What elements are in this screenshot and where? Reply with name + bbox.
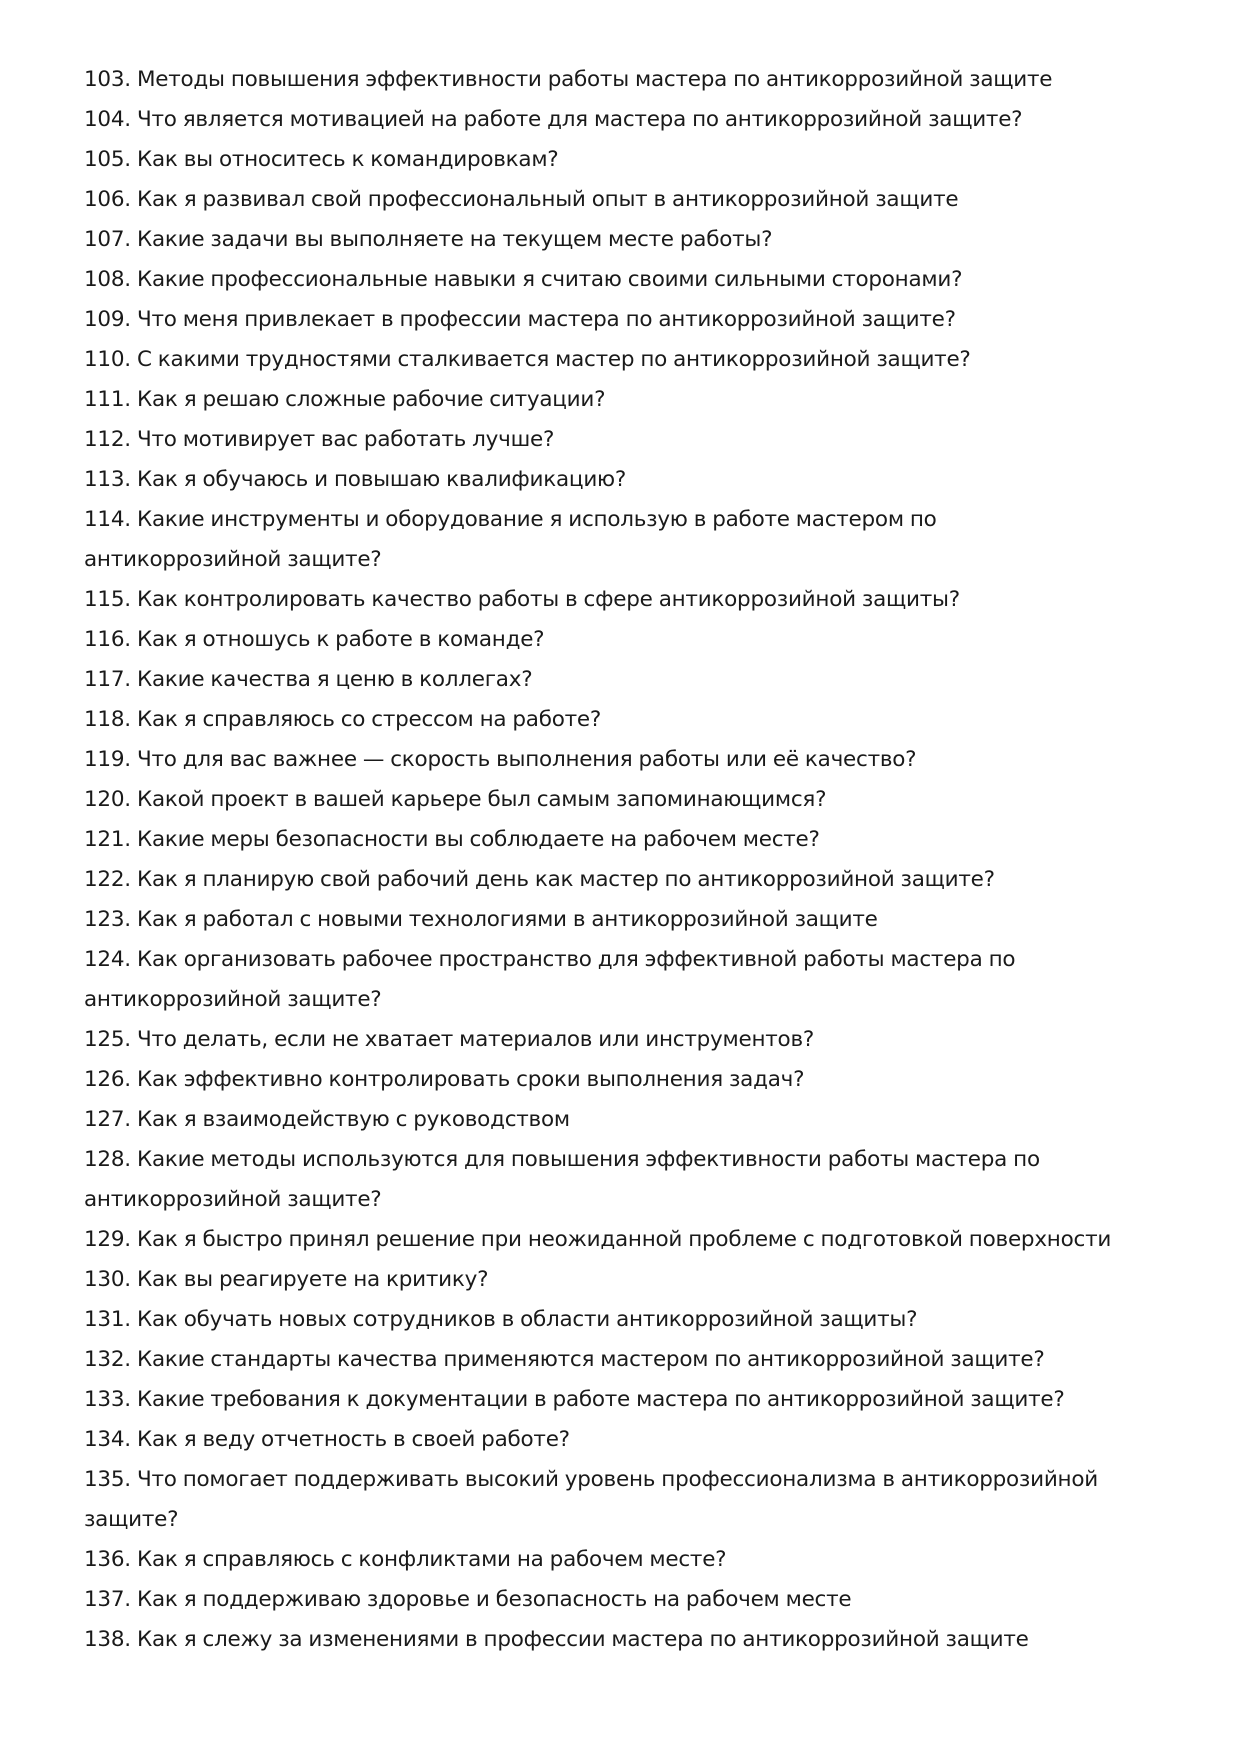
question-item: 113. Как я обучаюсь и повышаю квалификацию? — [84, 467, 627, 492]
question-item: 123. Как я работал с новыми технологиями в антикоррозийной защите — [84, 907, 878, 932]
question-item: 108. Какие профессиональные навыки я считаю своими сильными сторонами? — [84, 267, 963, 292]
question-item: 125. Что делать, если не хватает материалов или инструментов? — [84, 1027, 815, 1052]
question-item: 118. Как я справляюсь со стрессом на работе? — [84, 707, 602, 732]
question-item: 105. Как вы относитесь к командировкам? — [84, 147, 559, 172]
question-item: 136. Как я справляюсь с конфликтами на рабочем месте? — [84, 1547, 727, 1572]
question-item: 135. Что помогает поддерживать высокий уровень профессионализма в антикоррозийной защите? — [84, 1467, 1098, 1532]
question-item: 104. Что является мотивацией на работе для мастера по антикоррозийной защите? — [84, 107, 1023, 132]
question-item: 107. Какие задачи вы выполняете на текущем месте работы? — [84, 227, 773, 252]
question-item: 133. Какие требования к документации в работе мастера по антикоррозийной защите? — [84, 1387, 1065, 1412]
question-item: 111. Как я решаю сложные рабочие ситуации? — [84, 387, 606, 412]
question-item: 109. Что меня привлекает в профессии мастера по антикоррозийной защите? — [84, 307, 956, 332]
question-item: 120. Какой проект в вашей карьере был самым запоминающимся? — [84, 787, 827, 812]
question-item: 103. Методы повышения эффективности работы мастера по антикоррозийной защите — [84, 67, 1053, 92]
question-item: 130. Как вы реагируете на критику? — [84, 1267, 489, 1292]
question-item: 122. Как я планирую свой рабочий день как мастер по антикоррозийной защите? — [84, 867, 995, 892]
question-item: 128. Какие методы используются для повышения эффективности работы мастера по антикоррозийной защите? — [84, 1147, 1040, 1212]
question-item: 137. Как я поддерживаю здоровье и безопасность на рабочем месте — [84, 1587, 852, 1612]
question-item: 126. Как эффективно контролировать сроки выполнения задач? — [84, 1067, 805, 1092]
question-item: 124. Как организовать рабочее пространство для эффективной работы мастера по антикоррозийной защите? — [84, 947, 1016, 1012]
question-list — [84, 60, 1184, 1660]
question-item: 119. Что для вас важнее — скорость выполнения работы или её качество? — [84, 747, 917, 772]
question-item: 116. Как я отношусь к работе в команде? — [84, 627, 545, 652]
question-item: 132. Какие стандарты качества применяются мастером по антикоррозийной защите? — [84, 1347, 1045, 1372]
question-item: 138. Как я слежу за изменениями в профессии мастера по антикоррозийной защите — [84, 1627, 1029, 1652]
question-item: 131. Как обучать новых сотрудников в области антикоррозийной защиты? — [84, 1307, 918, 1332]
question-item: 112. Что мотивирует вас работать лучше? — [84, 427, 555, 452]
question-item: 106. Как я развивал свой профессиональный опыт в антикоррозийной защите — [84, 187, 959, 212]
question-item: 114. Какие инструменты и оборудование я использую в работе мастером по антикоррозийной защите? — [84, 507, 937, 572]
question-item: 127. Как я взаимодействую с руководством — [84, 1107, 570, 1132]
question-item: 134. Как я веду отчетность в своей работе? — [84, 1427, 570, 1452]
question-item: 115. Как контролировать качество работы в сфере антикоррозийной защиты? — [84, 587, 960, 612]
question-item: 110. С какими трудностями сталкивается мастер по антикоррозийной защите? — [84, 347, 971, 372]
question-item: 117. Какие качества я ценю в коллегах? — [84, 667, 533, 692]
question-item: 121. Какие меры безопасности вы соблюдаете на рабочем месте? — [84, 827, 820, 852]
question-item: 129. Как я быстро принял решение при неожиданной проблеме с подготовкой поверхности — [84, 1227, 1112, 1252]
